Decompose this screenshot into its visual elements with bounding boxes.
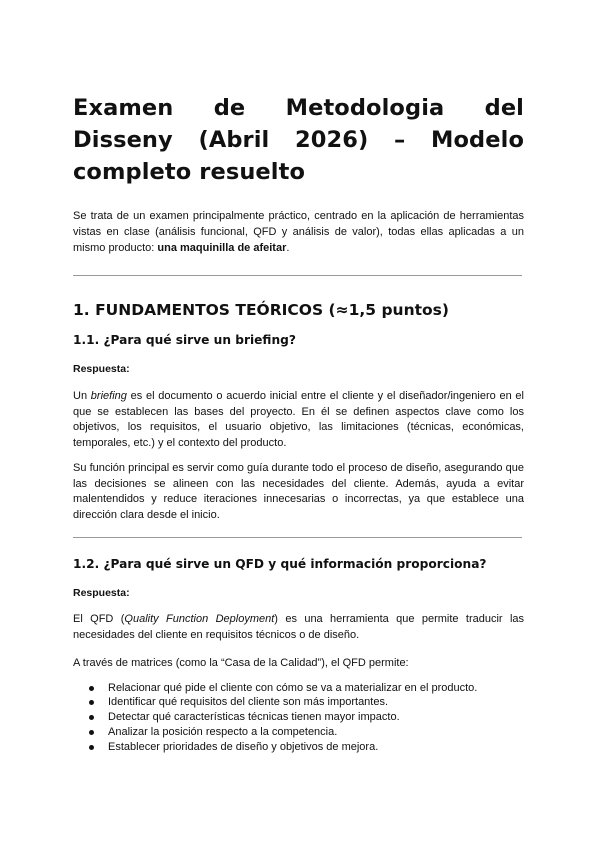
list-item (108, 740, 524, 755)
answer-paragraph (73, 389, 524, 451)
question-heading-1-2: 1.2. ¿Para qué sirve un QFD y qué información proporciona? (73, 557, 487, 571)
answer-text: es el documento o acuerdo inicial entre el cliente y el diseñador/ingeniero en el que se establecen las bases del proyecto. En él se definen aspectos clave como los objetivos, los requisitos, el usuario objetivo, las limitaciones (técnicas, económicas, temporales, etc.) y el contexto del producto. (73, 390, 524, 449)
question-heading-1-1: 1.1. ¿Para qué sirve un briefing? (73, 333, 296, 347)
bullet-icon (89, 715, 94, 720)
bullet-icon (89, 730, 94, 735)
list-item (108, 681, 524, 696)
intro-text: Se trata de un examen principalmente práctico, centrado en la aplicación de herramientas vistas en clase (análisis funcional, QFD y análisis de valor), todas ellas aplicadas a un mismo producto: (73, 210, 524, 254)
answer-paragraph: A través de matrices (como la “Casa de la Calidad”), el QFD permite: (73, 657, 409, 669)
answer-text: El QFD ( (73, 613, 125, 625)
intro-paragraph (73, 208, 524, 256)
briefing-term: briefing (90, 390, 127, 402)
list-item-text: Detectar qué características técnicas tienen mayor impacto. (108, 711, 400, 724)
answer-paragraph (73, 612, 524, 643)
qfd-term: Quality Function Deployment (124, 613, 275, 625)
bullet-icon (89, 686, 94, 691)
list-item-text: Analizar la posición respecto a la competencia. (108, 725, 338, 738)
section-heading: 1. FUNDAMENTOS TEÓRICOS (≈1,5 puntos) (73, 301, 449, 319)
list-item-text: Identificar qué requisitos del cliente son más importantes. (108, 696, 389, 709)
list-item (108, 710, 524, 725)
intro-end: . (286, 242, 290, 254)
qfd-bullet-list (73, 681, 524, 755)
answer-paragraph: Su función principal es servir como guía durante todo el proceso de diseño, asegurando que las decisiones se alineen con las necesidades del cliente. Además, ayuda a evitar malentendidos y reduce iteraciones innecesarias o incorrectas, ya que establece una dirección clara desde el inicio. (73, 462, 524, 521)
divider (73, 537, 522, 538)
bullet-icon (89, 745, 94, 750)
list-item (108, 695, 524, 710)
list-item-text: Establecer prioridades de diseño y objetivos de mejora. (108, 740, 379, 753)
list-item-text: Relacionar qué pide el cliente con cómo se va a materializar en el producto. (108, 681, 478, 694)
answer-text: ) es una herramienta que permite traducir las necesidades del cliente en requisitos técnicos o de diseño. (73, 613, 525, 641)
list-item (108, 725, 524, 740)
answer-label: Respuesta: (73, 363, 130, 375)
answer-label: Respuesta: (73, 587, 130, 599)
divider (73, 275, 522, 276)
answer-text: Un (73, 390, 91, 402)
bullet-icon (89, 700, 94, 705)
document-title: Examen de Metodologia del Disseny (Abril 2026) – Modelo completo resuelto (73, 95, 524, 185)
intro-product: una maquinilla de afeitar (157, 242, 287, 254)
